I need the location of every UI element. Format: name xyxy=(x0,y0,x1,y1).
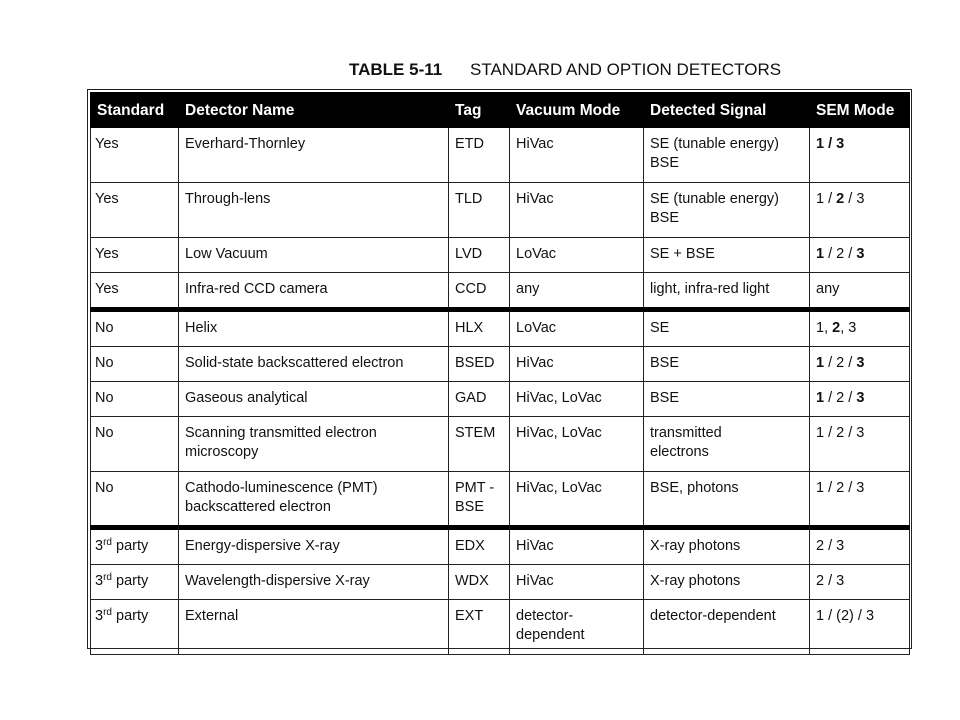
cell-line: Wavelength-dispersive X-ray xyxy=(185,573,370,589)
cell-line: Energy-dispersive X-ray xyxy=(185,538,340,554)
sem-mode-segment: 1 xyxy=(816,355,825,371)
cell-detector-name xyxy=(179,565,449,600)
cell-line: BSED xyxy=(455,355,495,371)
cell-detector-name xyxy=(179,417,449,472)
cell-line: ETD xyxy=(455,136,484,152)
cell-line: Cathodo-luminescence (PMT) xyxy=(185,480,378,496)
sem-mode-segment: / 2 / xyxy=(824,246,857,262)
cell-line: SE xyxy=(650,320,670,336)
cell-detector-name xyxy=(179,382,449,417)
cell-line: detector-dependent xyxy=(650,608,776,624)
cell-line: HiVac xyxy=(516,355,554,371)
cell-standard: Yes xyxy=(91,128,179,183)
cell-detected-signal xyxy=(644,417,810,472)
sem-mode-segment: 1 / 2 / 3 xyxy=(816,425,865,441)
header-sem-mode: SEM Mode xyxy=(810,92,910,128)
cell-line: LoVac xyxy=(516,320,557,336)
cell-line: HLX xyxy=(455,320,484,336)
cell-vacuum-mode xyxy=(510,528,644,565)
cell-vacuum-mode xyxy=(510,128,644,183)
cell-line: Low Vacuum xyxy=(185,246,268,262)
cell-detector-name xyxy=(179,347,449,382)
table-caption xyxy=(0,58,960,82)
cell-vacuum-mode xyxy=(510,565,644,600)
cell-line: Through-lens xyxy=(185,191,271,207)
cell-line: Infra-red CCD camera xyxy=(185,281,328,297)
cell-detected-signal xyxy=(644,128,810,183)
table-row xyxy=(91,128,910,183)
standard-text: 3 xyxy=(95,538,104,554)
table-row xyxy=(91,382,910,417)
cell-line: BSE xyxy=(650,210,680,226)
sem-mode-segment: 2 xyxy=(836,191,845,207)
cell-tag xyxy=(449,310,510,347)
cell-sem-mode xyxy=(810,128,910,183)
cell-line: STEM xyxy=(455,425,496,441)
header-tag: Tag xyxy=(449,92,510,128)
cell-standard: No xyxy=(91,347,179,382)
sem-mode-segment: 1 / xyxy=(816,191,837,207)
cell-line: SE (tunable energy) xyxy=(650,191,779,207)
cell-sem-mode xyxy=(810,600,910,655)
cell-line: microscopy xyxy=(185,444,259,460)
cell-detected-signal xyxy=(644,565,810,600)
cell-sem-mode xyxy=(810,347,910,382)
ordinal-suffix: rd xyxy=(103,537,112,548)
cell-detector-name xyxy=(179,273,449,310)
header-detected-signal: Detected Signal xyxy=(644,92,810,128)
cell-standard: No xyxy=(91,417,179,472)
table-row xyxy=(91,528,910,565)
sem-mode-segment: / 2 / xyxy=(824,355,857,371)
cell-line: PMT - xyxy=(455,480,495,496)
cell-detected-signal xyxy=(644,528,810,565)
sem-mode-segment: 2 / 3 xyxy=(816,538,845,554)
sem-mode-segment: 1, xyxy=(816,320,833,336)
table-title: STANDARD AND OPTION DETECTORS xyxy=(470,60,782,79)
cell-line: EXT xyxy=(455,608,484,624)
sem-mode-segment: / 2 / xyxy=(824,390,857,406)
cell-line: LVD xyxy=(455,246,483,262)
cell-line: WDX xyxy=(455,573,489,589)
cell-detected-signal xyxy=(644,347,810,382)
cell-line: CCD xyxy=(455,281,487,297)
cell-detector-name xyxy=(179,238,449,273)
ordinal-suffix: rd xyxy=(103,572,112,583)
cell-sem-mode xyxy=(810,238,910,273)
cell-tag xyxy=(449,238,510,273)
cell-vacuum-mode xyxy=(510,417,644,472)
cell-standard: Yes xyxy=(91,183,179,238)
cell-line: BSE xyxy=(650,155,680,171)
cell-sem-mode xyxy=(810,417,910,472)
cell-tag xyxy=(449,417,510,472)
cell-vacuum-mode xyxy=(510,600,644,655)
cell-line: electrons xyxy=(650,444,709,460)
cell-sem-mode xyxy=(810,528,910,565)
cell-line: HiVac, LoVac xyxy=(516,425,602,441)
cell-detected-signal xyxy=(644,273,810,310)
cell-detector-name xyxy=(179,128,449,183)
cell-line: EDX xyxy=(455,538,485,554)
cell-line: BSE xyxy=(650,355,680,371)
cell-line: backscattered electron xyxy=(185,499,331,515)
cell-standard: No xyxy=(91,382,179,417)
cell-detector-name xyxy=(179,183,449,238)
header-vacuum-mode: Vacuum Mode xyxy=(510,92,644,128)
cell-detected-signal xyxy=(644,600,810,655)
sem-mode-segment: 1 / 2 / 3 xyxy=(816,480,865,496)
table-row xyxy=(91,310,910,347)
cell-vacuum-mode xyxy=(510,347,644,382)
table-row xyxy=(91,600,910,655)
cell-sem-mode xyxy=(810,183,910,238)
cell-detected-signal xyxy=(644,238,810,273)
cell-sem-mode xyxy=(810,565,910,600)
cell-line: Helix xyxy=(185,320,218,336)
cell-detected-signal xyxy=(644,382,810,417)
cell-detector-name xyxy=(179,472,449,528)
cell-line: X-ray photons xyxy=(650,538,741,554)
cell-tag xyxy=(449,128,510,183)
cell-tag xyxy=(449,600,510,655)
cell-line: HiVac xyxy=(516,573,554,589)
cell-standard xyxy=(91,600,179,655)
table-row xyxy=(91,238,910,273)
table-row xyxy=(91,183,910,238)
cell-line: X-ray photons xyxy=(650,573,741,589)
cell-line: HiVac, LoVac xyxy=(516,480,602,496)
sem-mode-segment: 3 xyxy=(856,355,865,371)
cell-detected-signal xyxy=(644,472,810,528)
header-standard: Standard xyxy=(91,92,179,128)
cell-line: SE (tunable energy) xyxy=(650,136,779,152)
cell-tag xyxy=(449,472,510,528)
cell-line: HiVac xyxy=(516,136,554,152)
table-row xyxy=(91,565,910,600)
sem-mode-segment: any xyxy=(816,281,840,297)
cell-line: SE + BSE xyxy=(650,246,715,262)
sem-mode-segment: 1 / 3 xyxy=(816,136,845,152)
cell-line: LoVac xyxy=(516,246,557,262)
cell-vacuum-mode xyxy=(510,183,644,238)
cell-tag xyxy=(449,382,510,417)
cell-tag xyxy=(449,528,510,565)
table-number: TABLE 5-11 xyxy=(349,60,443,79)
cell-line: BSE xyxy=(455,499,485,515)
cell-detector-name xyxy=(179,310,449,347)
cell-tag xyxy=(449,347,510,382)
cell-standard xyxy=(91,565,179,600)
cell-sem-mode xyxy=(810,472,910,528)
sem-mode-segment: 3 xyxy=(856,390,865,406)
cell-detector-name xyxy=(179,528,449,565)
cell-line: BSE xyxy=(650,390,680,406)
sem-mode-segment: 1 xyxy=(816,390,825,406)
cell-standard: Yes xyxy=(91,273,179,310)
cell-line: Scanning transmitted electron xyxy=(185,425,377,441)
cell-line: HiVac xyxy=(516,191,554,207)
cell-line: HiVac, LoVac xyxy=(516,390,602,406)
sem-mode-segment: 1 xyxy=(816,246,825,262)
cell-line: dependent xyxy=(516,627,585,643)
sem-mode-segment: , 3 xyxy=(840,320,857,336)
table-row xyxy=(91,273,910,310)
sem-mode-segment: 2 / 3 xyxy=(816,573,845,589)
table-row xyxy=(91,472,910,528)
detectors-table-frame xyxy=(87,89,912,649)
cell-line: transmitted xyxy=(650,425,722,441)
header-detector-name: Detector Name xyxy=(179,92,449,128)
cell-tag xyxy=(449,183,510,238)
cell-detected-signal xyxy=(644,183,810,238)
cell-vacuum-mode xyxy=(510,310,644,347)
sem-mode-segment: 3 xyxy=(856,246,865,262)
cell-standard xyxy=(91,528,179,565)
table-row xyxy=(91,417,910,472)
ordinal-suffix: rd xyxy=(103,607,112,618)
cell-sem-mode xyxy=(810,273,910,310)
cell-sem-mode xyxy=(810,382,910,417)
standard-text: party xyxy=(111,608,149,624)
sem-mode-segment: 2 xyxy=(832,320,841,336)
cell-line: light, infra-red light xyxy=(650,281,770,297)
cell-line: BSE, photons xyxy=(650,480,739,496)
cell-detector-name xyxy=(179,600,449,655)
cell-line: Gaseous analytical xyxy=(185,390,308,406)
cell-line: Solid-state backscattered electron xyxy=(185,355,404,371)
cell-line: GAD xyxy=(455,390,487,406)
cell-sem-mode xyxy=(810,310,910,347)
cell-tag xyxy=(449,273,510,310)
cell-line: TLD xyxy=(455,191,483,207)
cell-line: any xyxy=(516,281,540,297)
cell-vacuum-mode xyxy=(510,472,644,528)
table-body xyxy=(91,128,910,655)
sem-mode-segment: 1 / (2) / 3 xyxy=(816,608,875,624)
cell-line: HiVac xyxy=(516,538,554,554)
cell-vacuum-mode xyxy=(510,382,644,417)
table-header-row xyxy=(91,92,910,128)
standard-text: 3 xyxy=(95,573,104,589)
cell-vacuum-mode xyxy=(510,273,644,310)
cell-vacuum-mode xyxy=(510,238,644,273)
cell-standard: Yes xyxy=(91,238,179,273)
cell-tag xyxy=(449,565,510,600)
detectors-table xyxy=(90,92,910,655)
standard-text: 3 xyxy=(95,608,104,624)
cell-line: detector- xyxy=(516,608,574,624)
standard-text: party xyxy=(111,538,149,554)
cell-line: External xyxy=(185,608,239,624)
cell-line: Everhard-Thornley xyxy=(185,136,306,152)
sem-mode-segment: / 3 xyxy=(844,191,865,207)
cell-detected-signal xyxy=(644,310,810,347)
cell-standard: No xyxy=(91,310,179,347)
cell-standard: No xyxy=(91,472,179,528)
standard-text: party xyxy=(111,573,149,589)
table-row xyxy=(91,347,910,382)
